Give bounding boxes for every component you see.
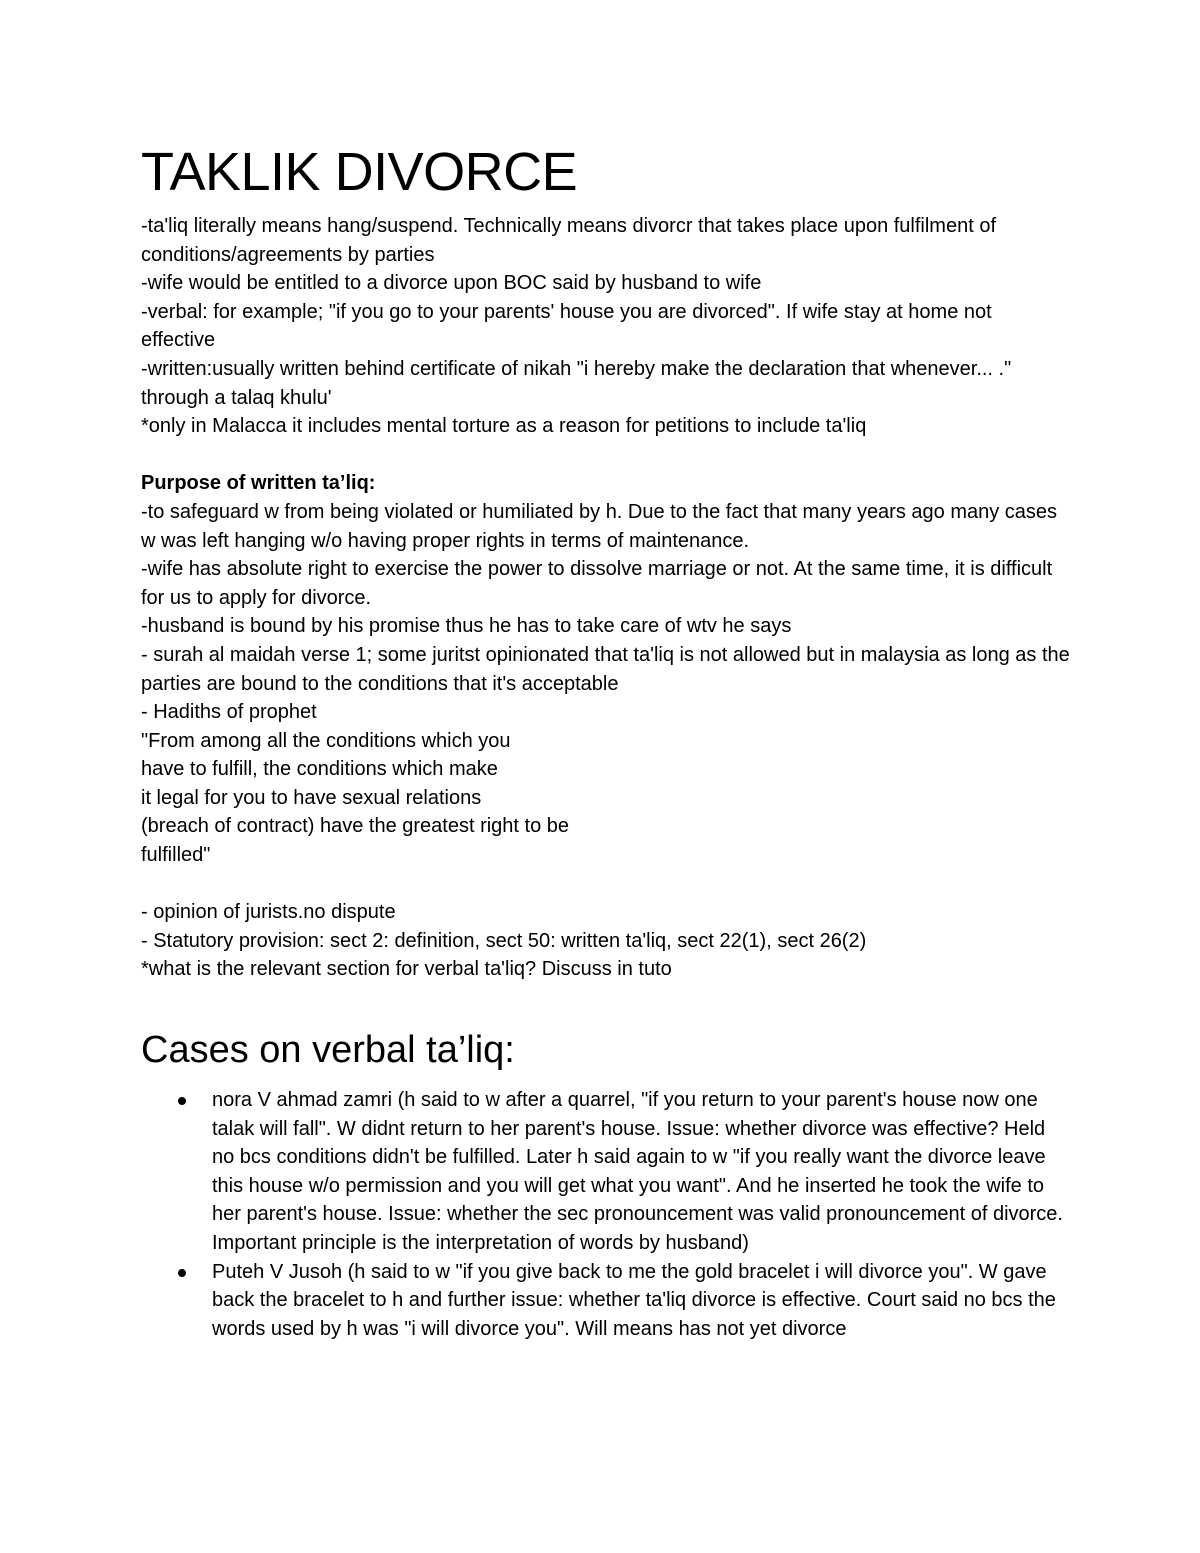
cases-heading: Cases on verbal ta’liq:: [141, 1029, 515, 1072]
purpose-line: - surah al maidah verse 1; some juritst opinionated that ta'liq is not allowed but in malaysia as long as the parties are bound to the conditions that it's acceptable: [141, 643, 1070, 695]
intro-line: -wife would be entitled to a divorce upon BOC said by husband to wife: [141, 272, 762, 295]
intro-line: -verbal: for example; "if you go to your parents' house you are divorced". If wife stay at home not effective: [141, 300, 992, 352]
hadith-line: (breach of contract) have the greatest right to be: [141, 815, 570, 838]
intro-line: -ta'liq literally means hang/suspend. Technically means divorcr that takes place upon fulfilment of conditions/agreements by parties: [141, 215, 997, 266]
intro-section: [141, 212, 1071, 441]
closing-line: *what is the relevant section for verbal ta'liq? Discuss in tuto: [141, 958, 672, 981]
case-text: Puteh V Jusoh (h said to w "if you give back to me the gold bracelet i will divorce you". W gave back the bracelet to h and further issue: whether ta'liq divorce is effective. Court said no bcs the words used by h was "i will divorce you". Will means has not yet divorce: [212, 1260, 1056, 1340]
purpose-line: - Hadiths of prophet: [141, 701, 317, 724]
spacer: [141, 441, 1071, 470]
hadith-line: "From among all the conditions which you: [141, 729, 511, 752]
intro-line: *only in Malacca it includes mental torture as a reason for petitions to include ta'liq: [141, 415, 867, 438]
purpose-heading: Purpose of written ta’liq:: [141, 472, 376, 495]
purpose-line: -husband is bound by his promise thus he has to take care of wtv he says: [141, 615, 792, 638]
hadith-quote: [141, 727, 1071, 870]
hadith-line: have to fulfill, the conditions which make: [141, 758, 498, 781]
spacer: [141, 870, 1071, 899]
purpose-section: [141, 469, 1071, 726]
purpose-line: -wife has absolute right to exercise the power to dissolve marriage or not. At the same time, it is difficult for us to apply for divorce.: [141, 558, 1053, 609]
list-item: [141, 1086, 1071, 1258]
closing-line: - opinion of jurists.no dispute: [141, 901, 396, 924]
bullet-icon: [178, 1269, 186, 1277]
hadith-line: fulfilled": [141, 844, 211, 867]
document-page: [141, 140, 1071, 1343]
bullet-icon: [178, 1097, 186, 1105]
cases-list: [141, 1086, 1071, 1343]
hadith-line: it legal for you to have sexual relations: [141, 786, 482, 809]
document-title: TAKLIK DIVORCE: [141, 142, 578, 202]
closing-section: [141, 898, 1071, 984]
intro-line: -written:usually written behind certificate of nikah "i hereby make the declaration that whenever... ." through a talaq khulu': [141, 357, 1012, 409]
purpose-line: -to safeguard w from being violated or humiliated by h. Due to the fact that many years ago many cases w was left hanging w/o having proper rights in terms of maintenance.: [141, 500, 1058, 552]
list-item: [141, 1258, 1071, 1344]
case-text: nora V ahmad zamri (h said to w after a quarrel, "if you return to your parent's house now one talak will fall". W didnt return to her parent's house. Issue: whether divorce was effective? Held no bcs conditions didn't be fulfilled. Later h said again to w "if you really want the divorce leave this house w/o permission and you will get what you want". And he inserted he took the wife to her parent's house. Issue: whether the sec pronouncement was valid pronouncement of divorce. Important principle is the interpretation of words by husband): [212, 1089, 1063, 1254]
closing-line: - Statutory provision: sect 2: definition, sect 50: written ta'liq, sect 22(1), sect 26(2): [141, 929, 867, 952]
